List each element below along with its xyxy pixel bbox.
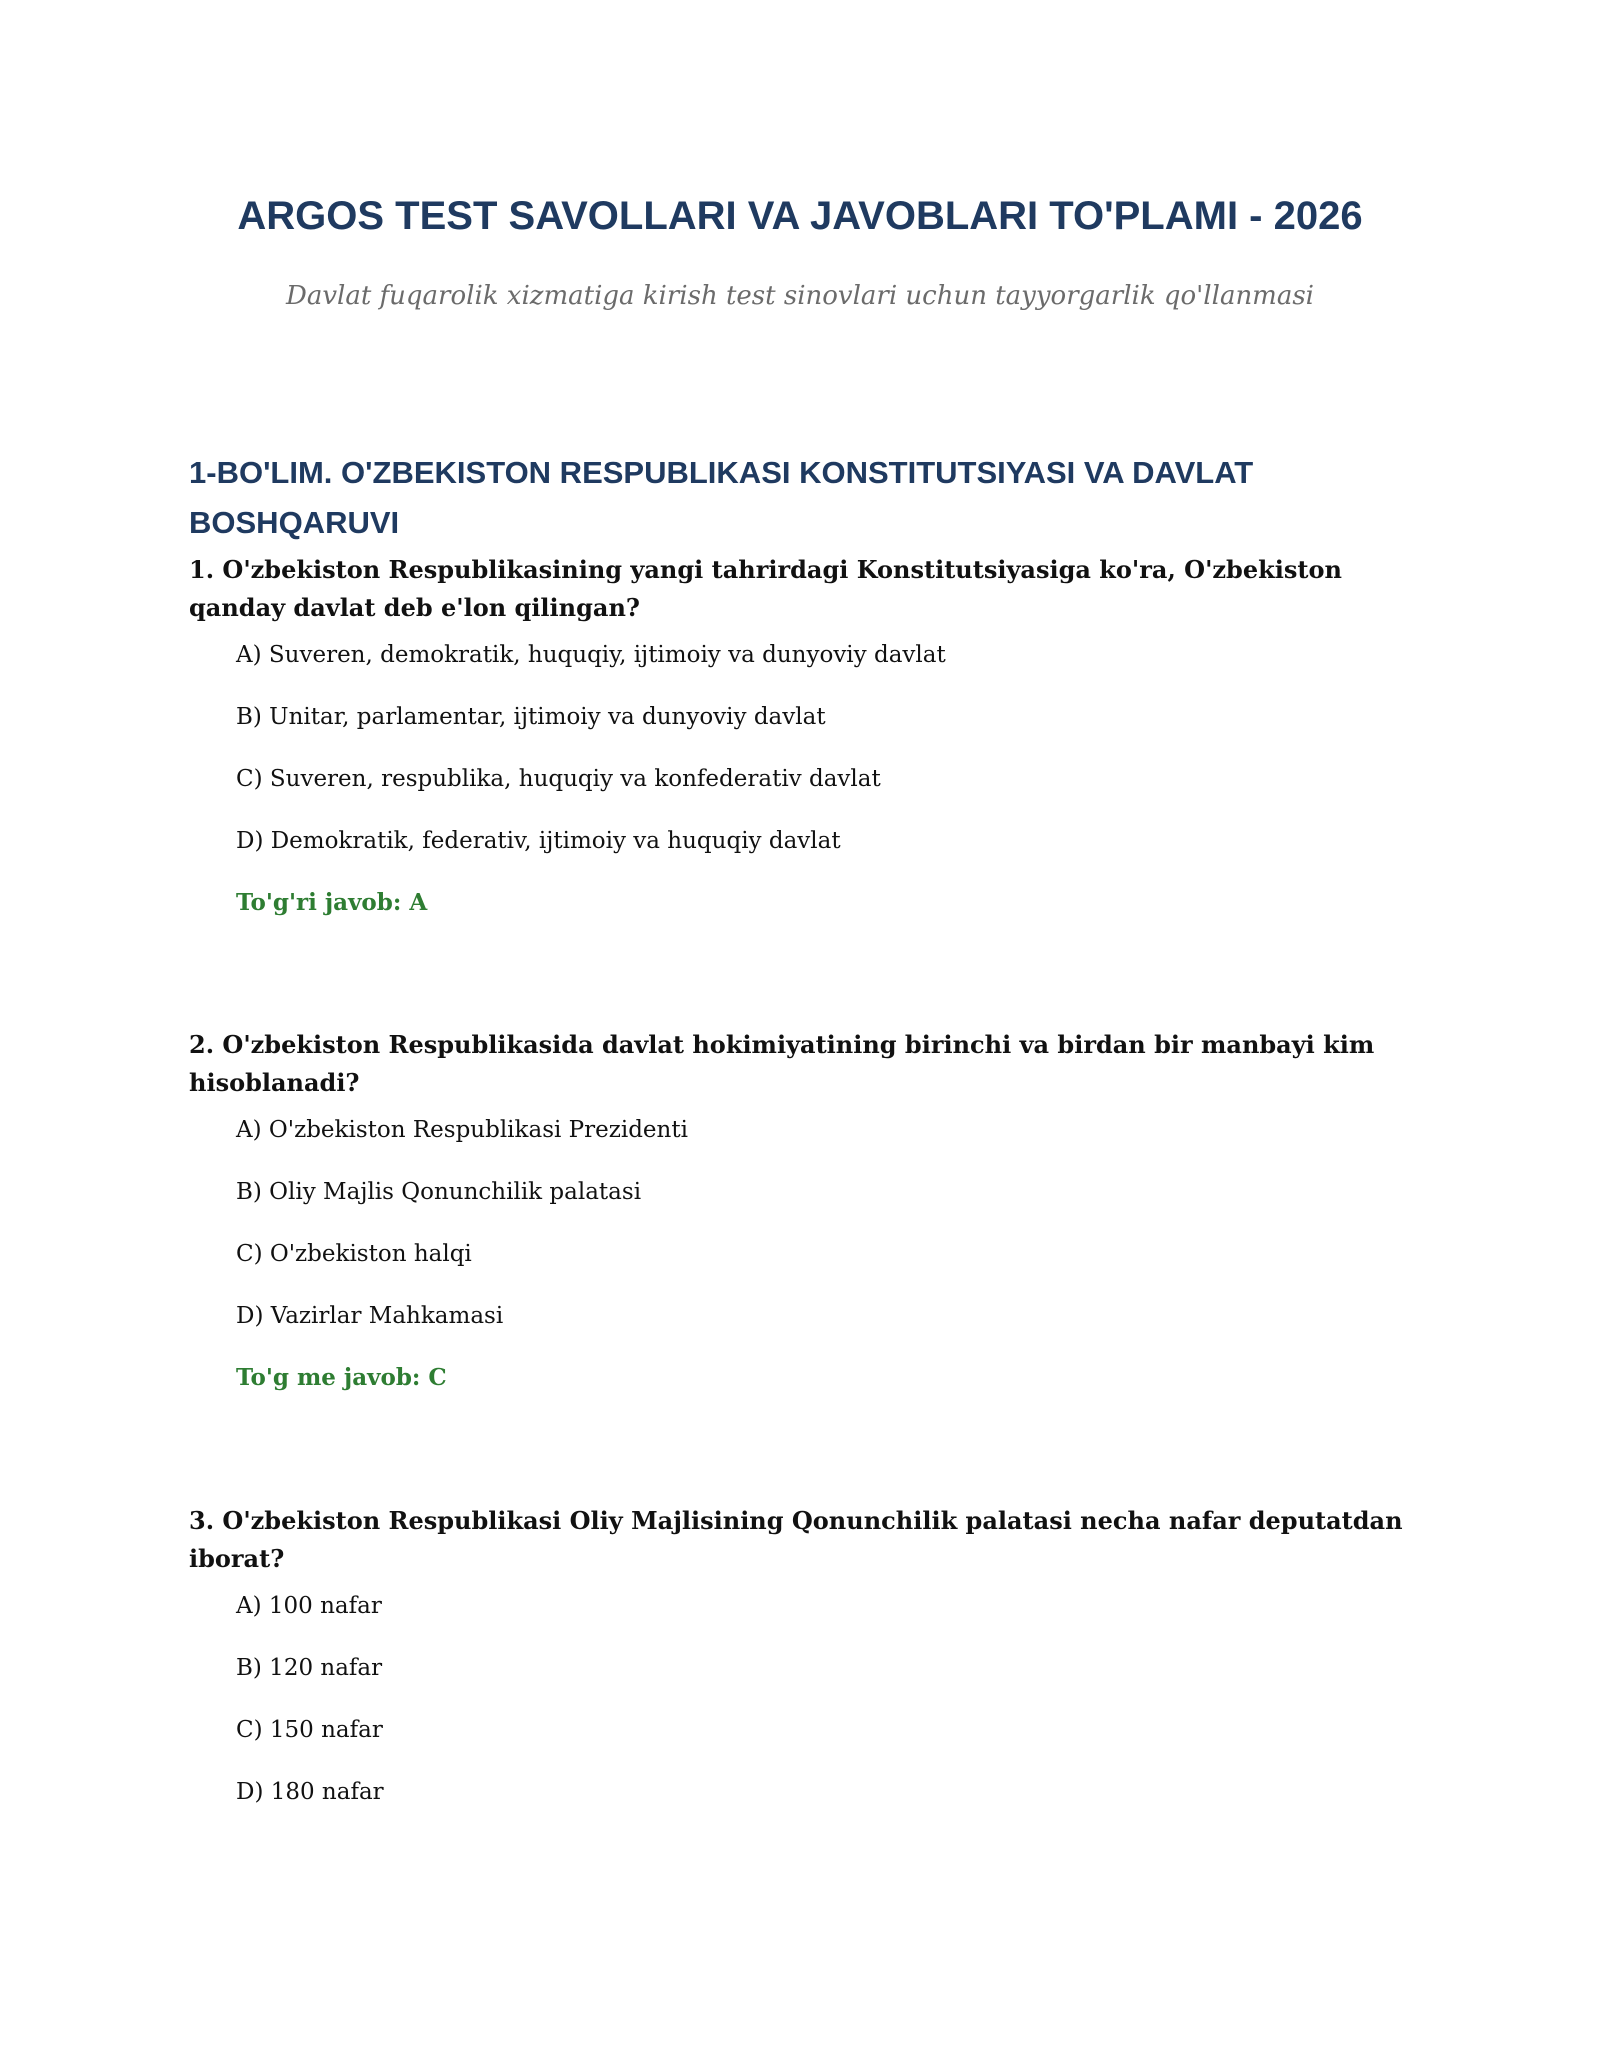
option-b: B) Oliy Majlis Qonunchilik palatasi	[236, 1179, 642, 1205]
option-d: D) Vazirlar Mahkamasi	[236, 1303, 504, 1329]
option-a: A) O'zbekiston Respublikasi Prezidenti	[236, 1117, 688, 1143]
option-a: A) Suveren, demokratik, huquqiy, ijtimoiy va dunyoviy davlat	[236, 642, 946, 668]
option-b: B) Unitar, parlamentar, ijtimoiy va dunyoviy davlat	[236, 704, 826, 730]
question-text: 1. O'zbekiston Respublikasining yangi tahrirdagi Konstitutsiyasiga ko'ra, O'zbekiston qanday davlat deb e'lon qilingan?	[189, 555, 1342, 622]
option-c: C) O'zbekiston halqi	[236, 1241, 472, 1267]
question-2	[189, 1026, 1419, 1393]
correct-answer: To'g me javob: C	[236, 1364, 447, 1391]
question-text: 2. O'zbekiston Respublikasida davlat hokimiyatining birinchi va birdan bir manbayi kim hisoblanadi?	[189, 1030, 1375, 1097]
option-b: B) 120 nafar	[236, 1655, 383, 1681]
section-title: 1-BO'LIM. O'ZBEKISTON RESPUBLIKASI KONSTITUTSIYASI VA DAVLAT BOSHQARUVI	[189, 455, 1254, 540]
document-title: ARGOS TEST SAVOLLARI VA JAVOBLARI TO'PLAMI - 2026	[237, 194, 1363, 238]
options-list	[189, 1591, 1419, 1807]
correct-answer: To'g'ri javob: A	[236, 889, 428, 916]
question-1	[189, 551, 1419, 918]
option-c: C) Suveren, respublika, huquqiy va konfederativ davlat	[236, 766, 881, 792]
document-subtitle: Davlat fuqarolik xizmatiga kirish test sinovlari uchun tayyorgarlik qo'llanmasi	[285, 281, 1314, 311]
option-a: A) 100 nafar	[236, 1593, 382, 1619]
options-list	[189, 640, 1419, 856]
option-c: C) 150 nafar	[236, 1717, 383, 1743]
option-d: D) Demokratik, federativ, ijtimoiy va huquqiy davlat	[236, 828, 841, 854]
option-d: D) 180 nafar	[236, 1779, 384, 1805]
question-text: 3. O'zbekiston Respublikasi Oliy Majlisining Qonunchilik palatasi necha nafar deputatdan iborat?	[189, 1506, 1403, 1573]
options-list	[189, 1115, 1419, 1331]
question-3	[189, 1502, 1419, 1839]
